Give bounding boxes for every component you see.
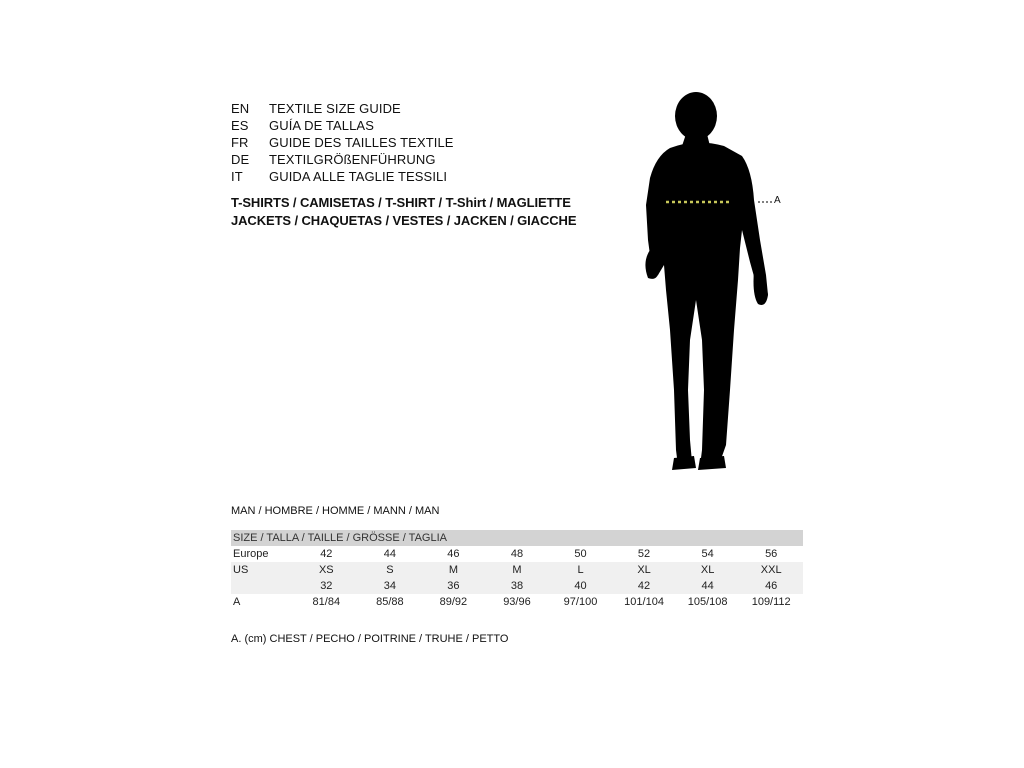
- language-code: IT: [231, 169, 243, 184]
- silhouette-body: [645, 92, 768, 470]
- measure-label-a: A: [774, 195, 781, 206]
- language-row-de: [231, 151, 591, 168]
- table-row-europe: [231, 546, 803, 562]
- table-cell: 46: [739, 578, 803, 594]
- table-cell: L: [549, 562, 613, 578]
- table-cell: 40: [549, 578, 613, 594]
- table-cell: 48: [510, 548, 524, 560]
- size-table: [231, 530, 803, 610]
- table-cell: 89/92: [439, 596, 468, 608]
- table-cell: 36: [422, 578, 486, 594]
- row-label: [231, 578, 295, 594]
- language-title: GUIDA ALLE TAGLIE TESSILI: [269, 169, 448, 184]
- category-jackets: JACKETS / CHAQUETAS / VESTES / JACKEN / GIACCHE: [231, 213, 577, 228]
- category-tshirts: T-SHIRTS / CAMISETAS / T-SHIRT / T-Shirt / MAGLIETTE: [231, 195, 571, 210]
- language-title: GUIDE DES TAILLES TEXTILE: [269, 135, 454, 150]
- table-cell: XS: [295, 562, 359, 578]
- silhouette-icon: [620, 90, 800, 475]
- table-cell: XXL: [739, 562, 803, 578]
- table-header-row: [231, 530, 803, 546]
- table-cell: M: [485, 562, 549, 578]
- table-cell: 44: [383, 548, 396, 560]
- table-cell: 109/112: [751, 596, 791, 608]
- table-cell: 50: [574, 548, 587, 560]
- language-code: FR: [231, 135, 249, 150]
- table-row-a: [231, 594, 803, 610]
- table-cell: 85/88: [376, 596, 404, 608]
- language-title-list: [231, 100, 591, 185]
- table-cell: 56: [765, 548, 778, 560]
- table-cell: 46: [447, 548, 460, 560]
- table-row-us: [231, 562, 803, 578]
- table-cell: 34: [358, 578, 422, 594]
- language-row-es: [231, 117, 591, 134]
- table-cell: 97/100: [563, 596, 598, 608]
- garment-categories: [231, 194, 591, 230]
- table-cell: 105/108: [687, 596, 728, 608]
- language-title: TEXTILGRÖßENFÜHRUNG: [269, 152, 436, 167]
- table-row-us-numeric: [231, 578, 803, 594]
- language-row-it: [231, 168, 591, 185]
- table-cell: 101/104: [624, 596, 664, 608]
- table-cell: 42: [320, 548, 333, 560]
- table-cell: M: [422, 562, 486, 578]
- table-cell: 93/96: [503, 596, 531, 608]
- table-cell: 44: [676, 578, 740, 594]
- gender-label: MAN / HOMBRE / HOMME / MANN / MAN: [231, 505, 440, 517]
- table-cell: 54: [701, 548, 714, 560]
- row-label: Europe: [233, 548, 269, 560]
- language-row-en: [231, 100, 591, 117]
- table-cell: XL: [676, 562, 740, 578]
- table-cell: XL: [612, 562, 676, 578]
- table-header: SIZE / TALLA / TAILLE / GRÖSSE / TAGLIA: [231, 530, 803, 546]
- table-cell: 38: [485, 578, 549, 594]
- man-silhouette-figure: [620, 90, 800, 475]
- table-cell: S: [358, 562, 422, 578]
- chest-footnote: A. (cm) CHEST / PECHO / POITRINE / TRUHE / PETTO: [231, 633, 509, 645]
- table-cell: 42: [612, 578, 676, 594]
- row-label: A: [233, 596, 241, 608]
- table-cell: 52: [637, 548, 651, 560]
- language-code: DE: [231, 152, 250, 167]
- table-cell: 81/84: [312, 596, 341, 608]
- language-code: ES: [231, 118, 249, 133]
- language-row-fr: [231, 134, 591, 151]
- row-label: US: [231, 562, 295, 578]
- language-title: TEXTILE SIZE GUIDE: [269, 101, 401, 116]
- language-title: GUÍA DE TALLAS: [269, 118, 374, 133]
- table-cell: 32: [295, 578, 359, 594]
- language-code: EN: [231, 101, 250, 116]
